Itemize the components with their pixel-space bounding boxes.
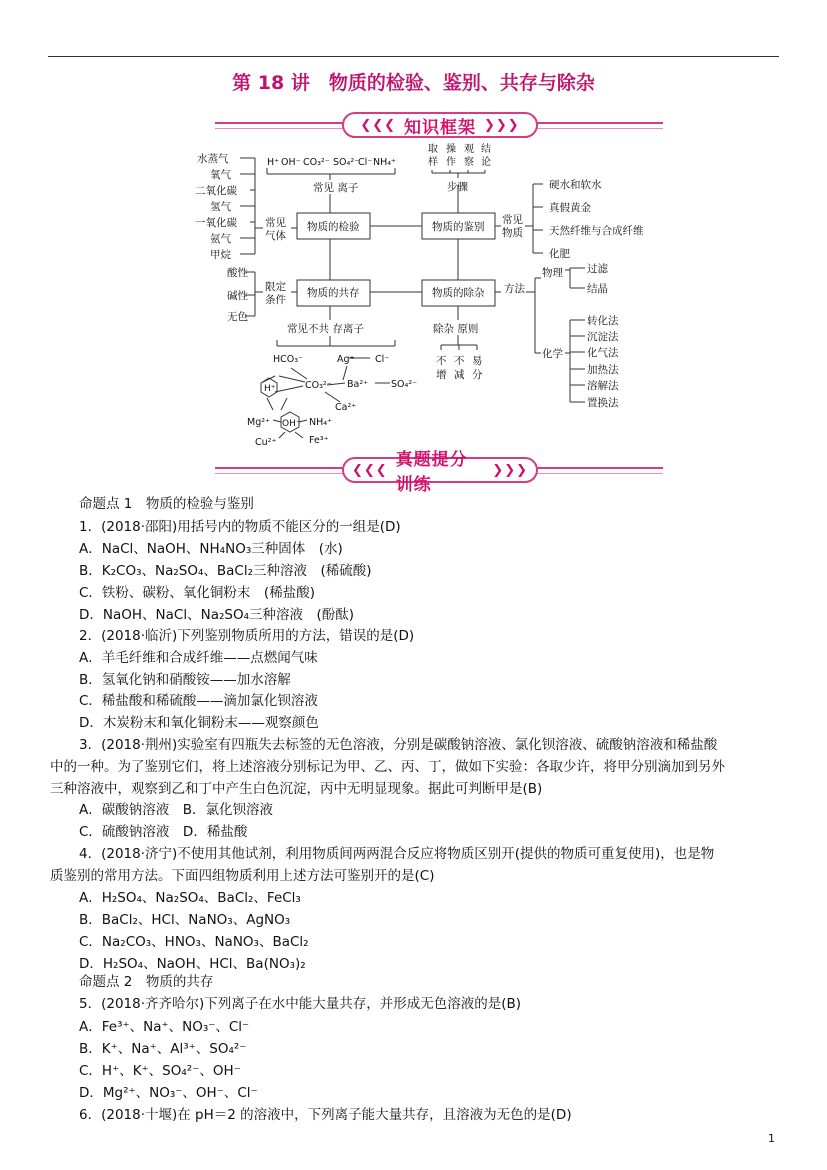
steps-label: 步骤 xyxy=(447,181,468,193)
box-remove-label: 物质的除杂 xyxy=(432,287,485,299)
option: C．H⁺、K⁺、SO₄²⁻、OH⁻ xyxy=(79,1063,241,1079)
principle-3b: 分 xyxy=(472,369,483,381)
step-2a: 操 xyxy=(446,144,456,155)
gas-co2: 二氧化碳 xyxy=(195,185,237,197)
common-substance-2: 物质 xyxy=(502,227,523,239)
principle-1a: 不 xyxy=(436,355,447,367)
ion-h: H⁺ xyxy=(267,157,280,168)
question-stem: 6．(2018·十堰)在 pH＝2 的溶液中，下列离子能大量共存，且溶液为无色的是(D) xyxy=(79,1107,572,1123)
ident-item-4: 化肥 xyxy=(549,248,570,260)
option: D．Mg²⁺、NO₃⁻、OH⁻、Cl⁻ xyxy=(79,1085,258,1101)
option: C．铁粉、碳粉、氧化铜粉末 (稀盐酸) xyxy=(79,585,315,601)
step-4b: 论 xyxy=(481,157,491,168)
header-rule xyxy=(48,56,779,57)
gas-water-vapor: 水蒸气 xyxy=(197,153,229,165)
chevron-right-icon: ❯❯❯ xyxy=(492,462,528,478)
ion-oh: OH⁻ xyxy=(281,157,301,168)
common-gas-label-2: 气体 xyxy=(265,230,286,242)
ion-nh4: NH₄⁺ xyxy=(373,157,397,168)
chemical-item-2: 沉淀法 xyxy=(587,331,619,343)
question-stem-cont: 质鉴别的常用方法。下面四组物质利用上述方法可鉴别开的是(C) xyxy=(50,868,435,884)
option: B．氢氧化钠和硝酸铵——加水溶解 xyxy=(79,672,291,688)
knowledge-framework-banner xyxy=(215,112,663,138)
step-3b: 察 xyxy=(464,157,474,168)
topic-heading-2: 命题点 2 物质的共存 xyxy=(79,974,214,990)
question-stem: 2．(2018·临沂)下列鉴别物质所用的方法，错误的是(D) xyxy=(79,628,415,644)
principle-1b: 增 xyxy=(436,369,447,381)
banner-text: 知识框架 xyxy=(404,117,476,138)
step-2b: 作 xyxy=(446,157,456,168)
option: A．NaCl、NaOH、NH₄NO₃三种固体 (水) xyxy=(79,541,343,557)
physical-item-1: 过滤 xyxy=(587,263,608,275)
ident-item-1: 硬水和软水 xyxy=(549,179,602,191)
option: C．稀盐酸和稀硫酸——滴加氯化钡溶液 xyxy=(79,693,318,709)
option: A．H₂SO₄、Na₂SO₄、BaCl₂、FeCl₃ xyxy=(79,890,301,906)
question-stem: 3．(2018·荆州)实验室有四瓶失去标签的无色溶液，分别是碳酸钠溶液、氯化钡溶液、硫酸钠溶液和稀盐酸 xyxy=(79,737,718,753)
physical-label: 物理 xyxy=(542,267,563,279)
chemical-item-4: 加热法 xyxy=(587,364,619,376)
chemical-label: 化学 xyxy=(542,348,563,360)
gas-hydrogen: 氢气 xyxy=(210,201,231,213)
ion-net-fe: Fe³⁺ xyxy=(309,435,329,446)
ion-net-cu: Cu²⁺ xyxy=(255,437,277,448)
chevron-right-icon: ❯❯❯ xyxy=(484,117,520,133)
gas-methane: 甲烷 xyxy=(210,249,231,261)
principle-3a: 易 xyxy=(472,355,483,367)
banner-pill xyxy=(342,112,538,138)
chevron-left-icon: ❮❮❮ xyxy=(360,117,396,133)
coexist-colorless: 无色 xyxy=(227,311,248,323)
ident-item-2: 真假黄金 xyxy=(549,202,591,214)
page-title: 第 18 讲 物质的检验、鉴别、共存与除杂 xyxy=(232,72,595,94)
limit-cond-1: 限定 xyxy=(265,281,286,293)
option: D．木炭粉末和氧化铜粉末——观察颜色 xyxy=(79,715,319,731)
ion-net-co3: CO₃²⁻ xyxy=(305,380,332,391)
question-stem: 1．(2018·邵阳)用括号内的物质不能区分的一组是(D) xyxy=(79,519,401,535)
knowledge-diagram xyxy=(195,140,675,455)
chemical-item-3: 化气法 xyxy=(587,347,619,359)
option: D．NaOH、NaCl、Na₂SO₄三种溶液 (酚酞) xyxy=(79,607,355,623)
ion-net-oh: OH⁻ xyxy=(282,419,301,429)
gas-co: 一氧化碳 xyxy=(195,217,237,229)
ion-co3: CO₃²⁻ xyxy=(303,157,330,168)
ident-item-3: 天然纤维与合成纤维 xyxy=(549,225,644,237)
step-1b: 样 xyxy=(428,157,438,168)
common-ions-label: 常见 离子 xyxy=(313,182,359,194)
limit-cond-2: 条件 xyxy=(265,294,286,306)
ion-net-h: H⁺ xyxy=(264,384,276,394)
ion-net-hco3: HCO₃⁻ xyxy=(273,354,304,365)
question-stem: 5．(2018·齐齐哈尔)下列离子在水中能大量共存，并形成无色溶液的是(B) xyxy=(79,996,522,1012)
option: A．Fe³⁺、Na⁺、NO₃⁻、Cl⁻ xyxy=(79,1019,250,1035)
option: B．K⁺、Na⁺、Al³⁺、SO₄²⁻ xyxy=(79,1041,247,1057)
physical-item-2: 结晶 xyxy=(587,283,608,295)
principle-2a: 不 xyxy=(454,355,465,367)
gas-ammonia: 氨气 xyxy=(210,233,231,245)
box-test-label: 物质的检验 xyxy=(307,221,360,233)
coexist-bottom-label: 常见不共 存离子 xyxy=(287,323,364,335)
page-number: 1 xyxy=(768,1132,775,1145)
coexist-acid: 酸性 xyxy=(227,267,248,279)
question-stem-cont: 中的一种。为了鉴别它们，将上述溶液分别标记为甲、乙、丙、丁，做如下实验：各取少许，将甲分别滴加到另外 xyxy=(50,759,725,775)
method-label: 方法 xyxy=(504,283,525,295)
chemical-item-1: 转化法 xyxy=(587,315,619,327)
ion-net-ca: Ca²⁺ xyxy=(335,402,357,413)
remove-principle-label: 除杂 原则 xyxy=(433,323,479,335)
step-4a: 结 xyxy=(481,144,491,155)
topic-heading-1: 命题点 1 物质的检验与鉴别 xyxy=(79,496,254,512)
option: B．BaCl₂、HCl、NaNO₃、AgNO₃ xyxy=(79,912,291,928)
coexist-base: 碱性 xyxy=(227,290,248,302)
option: C．Na₂CO₃、HNO₃、NaNO₃、BaCl₂ xyxy=(79,934,309,950)
step-3a: 观 xyxy=(464,144,474,155)
ion-net-nh4: NH₄⁺ xyxy=(309,417,333,428)
principle-2b: 减 xyxy=(454,369,465,381)
option: D．H₂SO₄、NaOH、HCl、Ba(NO₃)₂ xyxy=(79,956,306,972)
banner-pill xyxy=(342,450,538,495)
ion-cl: Cl⁻ xyxy=(358,157,373,168)
option: B．K₂CO₃、Na₂SO₄、BaCl₂三种溶液 (稀硫酸) xyxy=(79,563,372,579)
chemical-item-5: 溶解法 xyxy=(587,380,619,392)
ion-net-mg: Mg²⁺ xyxy=(247,417,271,428)
chemical-item-6: 置换法 xyxy=(587,397,619,409)
common-substance-1: 常见 xyxy=(502,214,523,226)
question-stem: 4．(2018·济宁)不使用其他试剂，利用物质间两两混合反应将物质区别开(提供的物质可重复使用)，也是物 xyxy=(79,846,715,862)
step-1a: 取 xyxy=(428,144,438,155)
chevron-left-icon: ❮❮❮ xyxy=(352,462,388,478)
option: C．硫酸钠溶液 D．稀盐酸 xyxy=(79,824,248,840)
ion-net-so4: SO₄²⁻ xyxy=(391,379,418,390)
question-stem-cont: 三种溶液中，观察到乙和丁中产生白色沉淀，丙中无明显现象。据此可判断甲是(B) xyxy=(50,781,543,797)
box-coexist-label: 物质的共存 xyxy=(307,287,360,299)
common-gas-label-1: 常见 xyxy=(265,217,286,229)
ion-so4: SO₄²⁻ xyxy=(333,157,360,168)
option: A．碳酸钠溶液 B．氯化钡溶液 xyxy=(79,802,273,818)
option: A．羊毛纤维和合成纤维——点燃闻气味 xyxy=(79,650,318,666)
gas-oxygen: 氧气 xyxy=(210,169,231,181)
ion-net-ba: Ba²⁺ xyxy=(347,379,369,390)
ion-net-ag: Ag⁺ xyxy=(337,354,355,365)
box-ident-label: 物质的鉴别 xyxy=(432,221,485,233)
banner-text: 真题提分训练 xyxy=(395,450,468,495)
ion-net-cl: Cl⁻ xyxy=(375,354,390,365)
exam-training-banner xyxy=(215,450,663,495)
